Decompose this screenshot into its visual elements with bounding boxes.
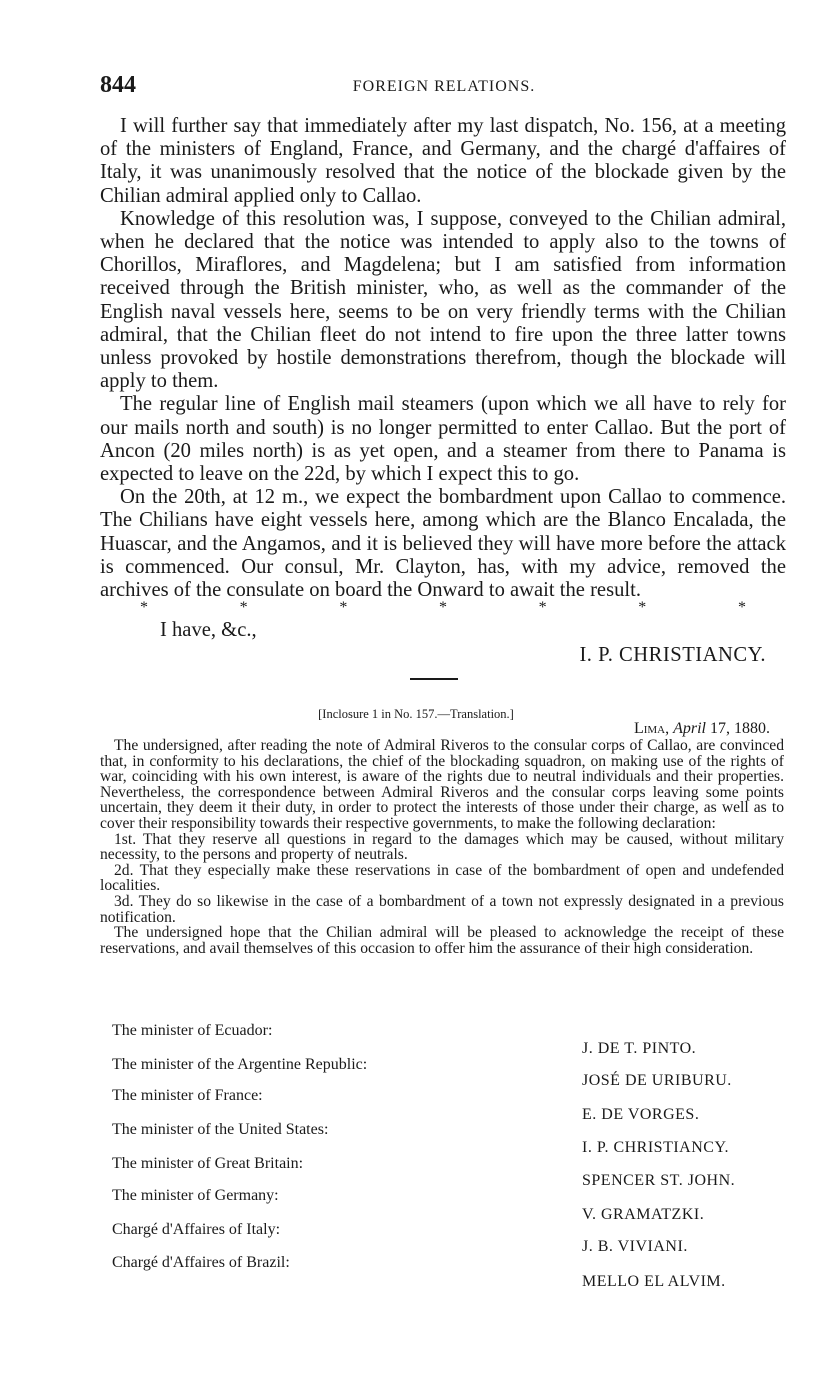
dispatch-paragraph: On the 20th, at 12 m., we expect the bombardment upon Callao to commence. The Chilians have eight vessels here, among which are the Blanco Encalada, the Huascar, and the Angamos, and it is believed they will have more before the attack is commenced. Our consul, Mr. Clayton, has, with my advice, removed the archives of the consulate on board the Onward to await the result. <box>100 486 786 602</box>
signatory-title: The minister of Ecuador: <box>112 1022 273 1039</box>
omission-stars <box>100 599 786 617</box>
signatory-name: E. DE VORGES. <box>582 1106 700 1123</box>
signatory-name: J. DE T. PINTO. <box>582 1040 697 1057</box>
signatory-title: The minister of the United States: <box>112 1121 329 1138</box>
date-month: April <box>673 720 706 737</box>
signatory-name: JOSÉ DE URIBURU. <box>582 1072 732 1089</box>
date-place: Lima, <box>633 720 670 737</box>
enclosure-heading: [Inclosure 1 in No. 157.—Translation.] <box>318 707 514 721</box>
running-head <box>100 72 788 104</box>
page-number: 844 <box>100 72 136 98</box>
signatory-name: I. P. CHRISTIANCY. <box>582 1139 729 1156</box>
star: * <box>140 599 148 616</box>
enclosure-paragraph: The undersigned, after reading the note of Admiral Riveros to the consular corps of Callao, are convinced that, in conformity to his declarations, the chief of the blockading squadron, on making use of the rights of war, coinciding with his own interest, is aware of the rights due to neutral individuals and their properties. Nevertheless, the correspondence between Admiral Riveros and the consular corps leaving some points uncertain, they deem it their duty, in order to protect the interests of those under their charge, as well as to cover their responsibility towards their respective governments, to make the following declaration: <box>100 737 784 832</box>
enclosure-paragraph: 2d. That they especially make these reservations in case of the bombardment of open and undefended localities. <box>100 861 784 895</box>
signatory-title: The minister of France: <box>112 1087 263 1104</box>
enclosure-dateline <box>634 720 770 738</box>
dispatch-paragraph: I will further say that immediately after my last dispatch, No. 156, at a meeting of the ministers of England, France, and Germany, and the chargé d'affaires of Italy, it was unanimously resolved that the notice of the blockade given by the Chilian admiral applied only to Callao. <box>100 115 786 207</box>
date-rest: 17, 1880. <box>710 720 770 737</box>
enclosure-paragraph: 3d. They do so likewise in the case of a bombardment of a town not expressly designated in a previous notification. <box>100 892 784 926</box>
section-divider <box>410 678 458 680</box>
dispatch-signature: I. P. CHRISTIANCY. <box>579 644 766 666</box>
signatory-name: MELLO EL ALVIM. <box>582 1273 726 1290</box>
signatory-title: The minister of Great Britain: <box>112 1155 304 1172</box>
enclosure-paragraph: 1st. That they reserve all questions in regard to the damages which may be caused, without military necessity, to the persons and property of neutrals. <box>100 830 784 864</box>
star: * <box>538 599 547 616</box>
signatory-name: J. B. VIVIANI. <box>582 1238 688 1255</box>
star: * <box>339 599 348 616</box>
signatory-name: V. GRAMATZKI. <box>582 1206 705 1223</box>
signatory-title: The minister of Germany: <box>112 1187 279 1204</box>
dispatch-paragraph: The regular line of English mail steamers (upon which we all have to rely for our mails north and south) is no longer permitted to enter Callao. But the port of Ancon (20 miles north) is as yet open, and a steamer from there to Panama is expected to leave on the 22d, by which I expect this to go. <box>100 393 786 486</box>
enclosure-paragraph: The undersigned hope that the Chilian admiral will be pleased to acknowledge the receipt of these reservations, and avail themselves of this occasion to offer him the assurance of their high consideration. <box>100 924 784 957</box>
star: * <box>737 599 746 616</box>
star: * <box>638 599 647 616</box>
header-title: FOREIGN RELATIONS. <box>352 78 536 95</box>
star: * <box>239 599 248 616</box>
dispatch-body <box>100 115 786 602</box>
signatory-title: Chargé d'Affaires of Italy: <box>112 1221 281 1238</box>
dispatch-paragraph: Knowledge of this resolution was, I suppose, conveyed to the Chilian admiral, when he declared that the notice was intended to apply also to the towns of Chorillos, Miraflores, and Magdelena; but I am satisfied from information received through the British minister, who, as well as the commander of the English naval vessels here, seems to be on very friendly terms with the Chilian admiral, that the Chilian fleet do not intend to fire upon the three latter towns unless provoked by hostile demonstrations therefrom, though the blockade will apply to them. <box>100 207 786 393</box>
signatory-title: Chargé d'Affaires of Brazil: <box>112 1254 290 1271</box>
enclosure-body <box>100 738 784 956</box>
closing-line: I have, &c., <box>160 619 257 641</box>
star: * <box>438 599 447 616</box>
signatory-title: The minister of the Argentine Republic: <box>112 1056 368 1073</box>
signatory-name: SPENCER ST. JOHN. <box>582 1172 736 1189</box>
